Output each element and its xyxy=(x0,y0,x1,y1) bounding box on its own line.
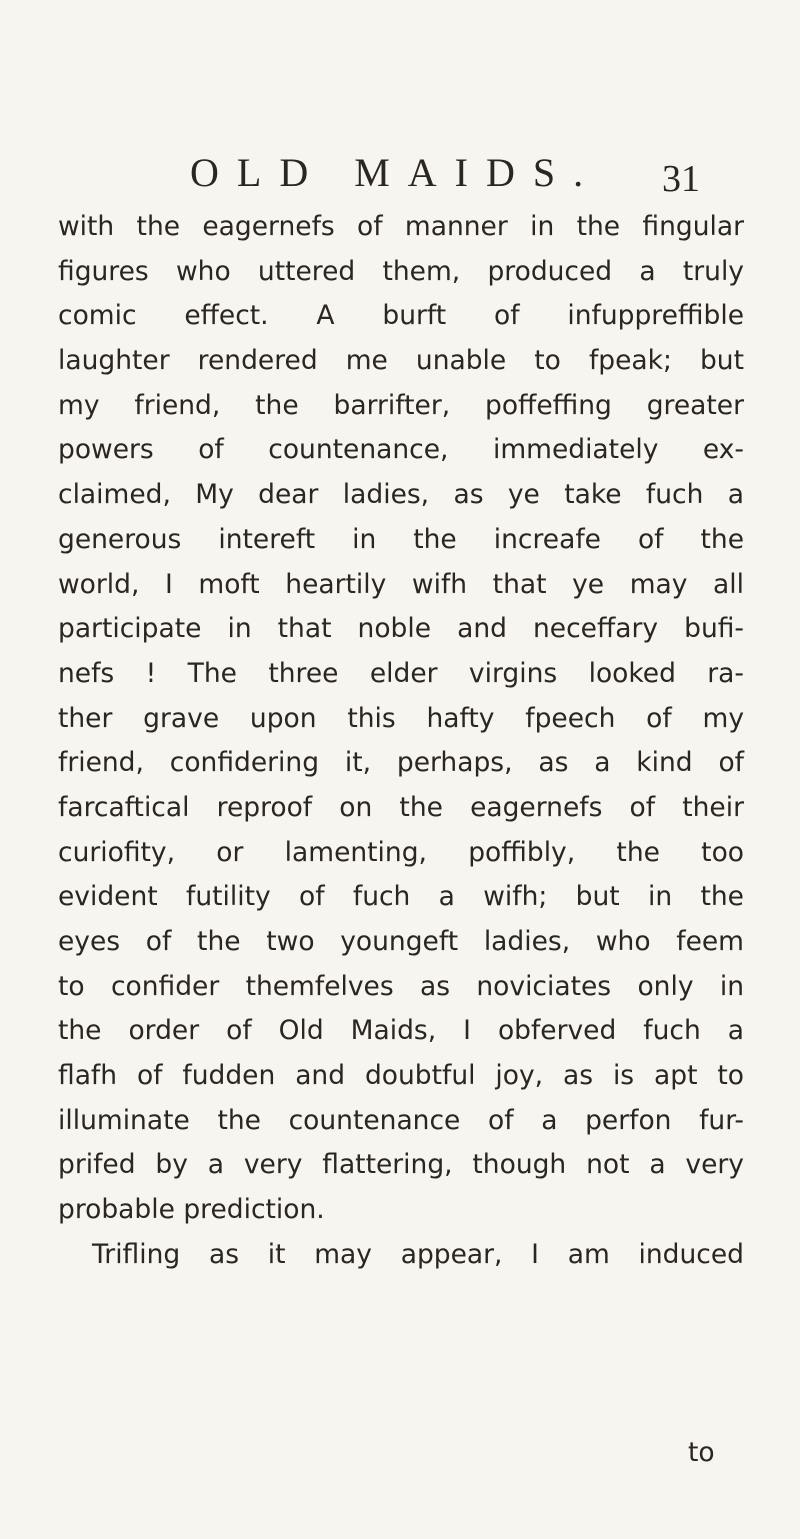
text-line: participate in that noble and neceffary bufi- xyxy=(58,613,744,645)
text-line: powers of countenance, immediately ex- xyxy=(58,434,744,466)
page-number: 31 xyxy=(662,158,700,200)
text-line: flafh of fudden and doubtful joy, as is apt to xyxy=(58,1060,744,1092)
text-line: prifed by a very flattering, though not a very xyxy=(58,1149,744,1181)
text-line: with the eagernefs of manner in the fingular xyxy=(58,211,744,242)
paragraph-start-line: Trifling as it may appear, I am induced xyxy=(92,1238,744,1270)
text-line: farcaftical reproof on the eagernefs of their xyxy=(58,791,744,823)
text-line: figures who uttered them, produced a truly xyxy=(58,255,744,287)
text-line: my friend, the barrifter, poffeffing greater xyxy=(58,389,744,421)
catchword: to xyxy=(688,1437,715,1468)
text-line: curiofity, or lamenting, poffibly, the too xyxy=(58,836,744,868)
text-line: friend, confidering it, perhaps, as a kind of xyxy=(58,747,744,779)
text-line: claimed, My dear ladies, as ye take fuch a xyxy=(58,479,744,511)
text-line: world, I moft heartily wifh that ye may all xyxy=(58,568,744,600)
text-line: ther grave upon this hafty fpeech of my xyxy=(58,702,744,734)
body-text xyxy=(58,205,744,1278)
page-header xyxy=(0,148,800,198)
text-line: eyes of the two youngeft ladies, who feem xyxy=(58,926,744,957)
paragraph-end-line: probable prediction. xyxy=(58,1194,325,1226)
running-title: OLD MAIDS. xyxy=(190,150,602,195)
text-line: comic effect. A burft of infuppreffible xyxy=(58,300,744,332)
text-line: evident futility of fuch a wifh; but in the xyxy=(58,881,744,913)
text-line: nefs ! The three elder virgins looked ra- xyxy=(58,657,744,689)
text-line: generous intereft in the increafe of the xyxy=(58,523,744,555)
text-line: to confider themfelves as noviciates only in xyxy=(58,970,744,1002)
text-line: the order of Old Maids, I obferved fuch a xyxy=(58,1015,744,1047)
text-line: laughter rendered me unable to fpeak; but xyxy=(58,345,744,377)
text-line: illuminate the countenance of a perfon fur- xyxy=(58,1104,744,1136)
